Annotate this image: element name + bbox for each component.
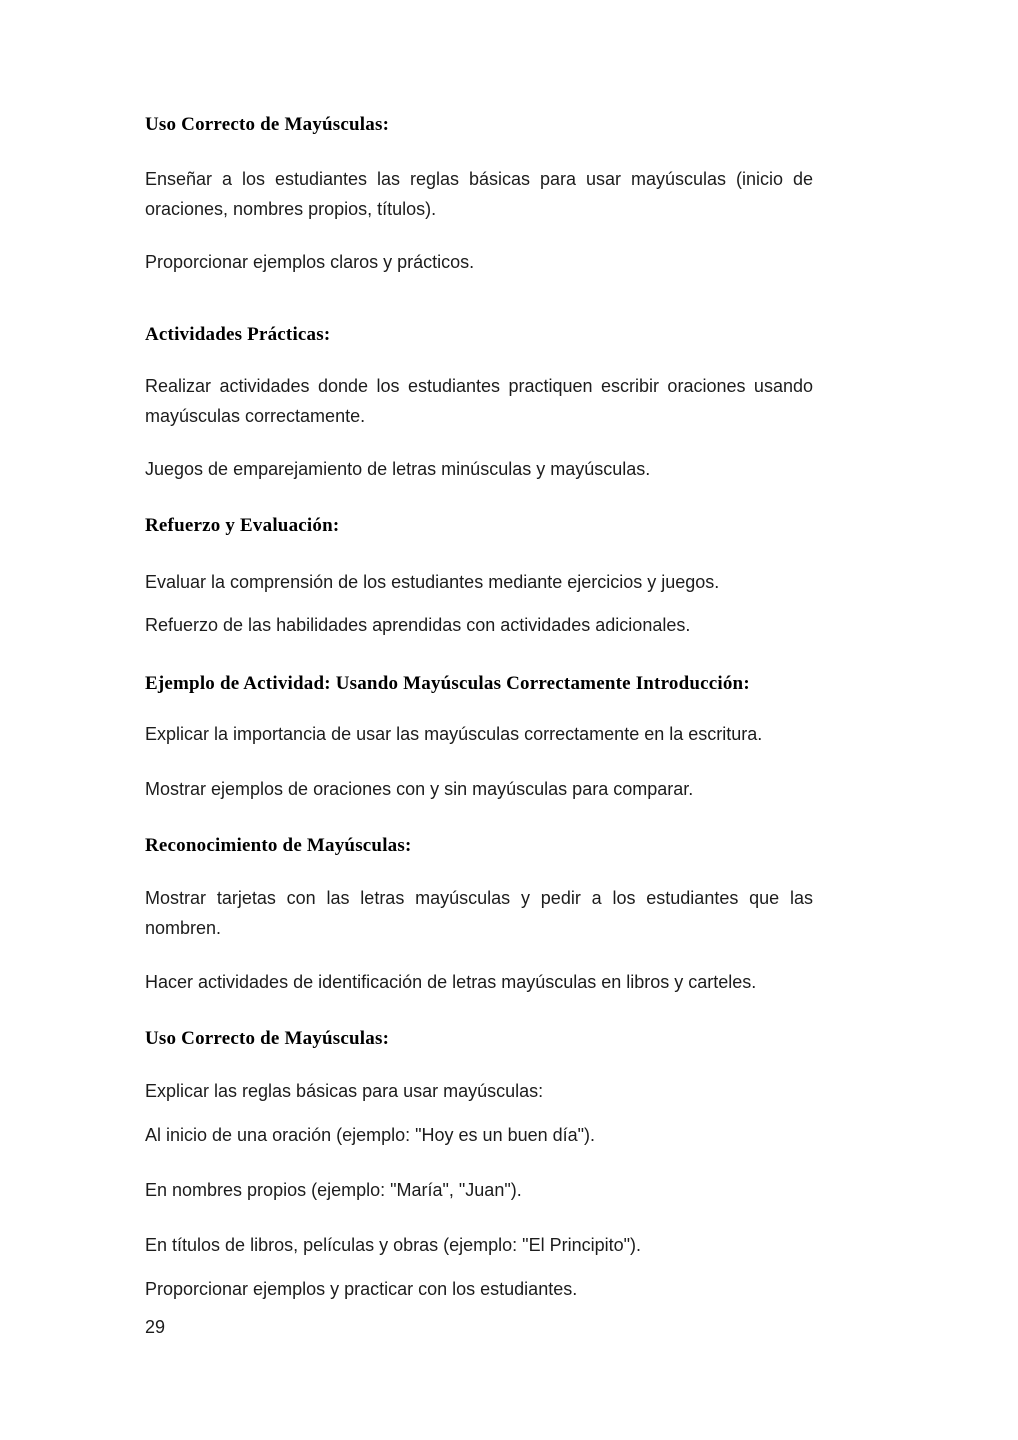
paragraph: Realizar actividades donde los estudiantes practiquen escribir oraciones usando mayúsculas correctamente. [145, 376, 813, 426]
paragraph: Refuerzo de las habilidades aprendidas con actividades adicionales. [145, 615, 691, 635]
paragraph: Explicar las reglas básicas para usar mayúsculas: [145, 1081, 544, 1101]
paragraph: Proporcionar ejemplos claros y prácticos. [145, 252, 475, 272]
section-heading: Ejemplo de Actividad: Usando Mayúsculas Correctamente Introducción: [145, 673, 750, 694]
paragraph: Explicar la importancia de usar las mayúsculas correctamente en la escritura. [145, 724, 763, 744]
paragraph: Evaluar la comprensión de los estudiantes mediante ejercicios y juegos. [145, 572, 720, 592]
paragraph: En títulos de libros, películas y obras (ejemplo: "El Principito"). [145, 1235, 641, 1255]
section-heading: Uso Correcto de Mayúsculas: [145, 1028, 390, 1049]
page-number: 29 [145, 1317, 166, 1337]
section-heading: Reconocimiento de Mayúsculas: [145, 835, 412, 856]
document-content [145, 0, 813, 1304]
paragraph: Proporcionar ejemplos y practicar con los estudiantes. [145, 1279, 578, 1299]
section-heading: Uso Correcto de Mayúsculas: [145, 114, 390, 135]
paragraph: Enseñar a los estudiantes las reglas básicas para usar mayúsculas (inicio de oraciones, nombres propios, títulos). [145, 169, 813, 219]
section-heading: Refuerzo y Evaluación: [145, 515, 340, 536]
paragraph: En nombres propios (ejemplo: "María", "Juan"). [145, 1180, 522, 1200]
paragraph: Mostrar ejemplos de oraciones con y sin mayúsculas para comparar. [145, 779, 694, 799]
paragraph: Al inicio de una oración (ejemplo: "Hoy es un buen día"). [145, 1125, 596, 1145]
paragraph: Hacer actividades de identificación de letras mayúsculas en libros y carteles. [145, 972, 757, 992]
paragraph: Juegos de emparejamiento de letras minúsculas y mayúsculas. [145, 459, 651, 479]
paragraph: Mostrar tarjetas con las letras mayúsculas y pedir a los estudiantes que las nombren. [145, 888, 813, 938]
section-heading: Actividades Prácticas: [145, 324, 331, 345]
